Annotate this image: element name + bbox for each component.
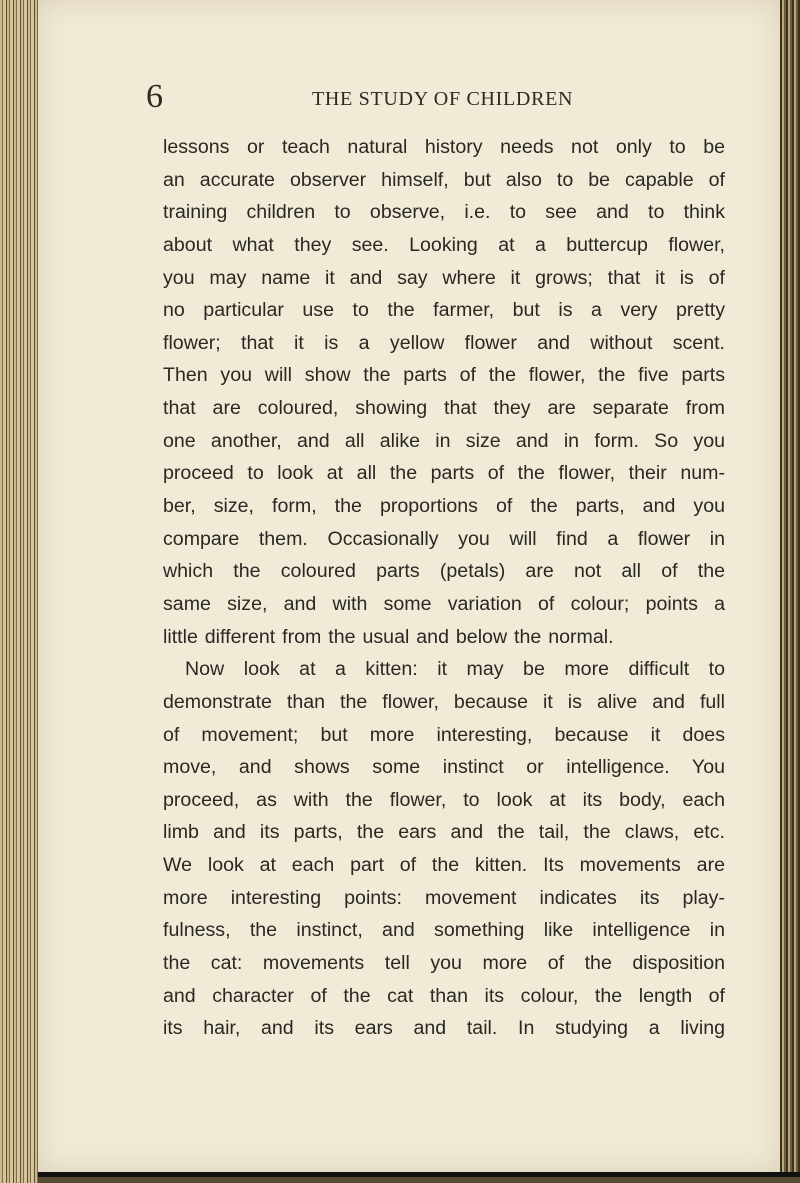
page-header [126, 76, 596, 116]
text-line: proceed to look at all the parts of the flower, their num- [163, 462, 725, 485]
page-number: 6 [146, 78, 163, 115]
text-line: demonstrate than the flower, because it is alive and full [163, 690, 725, 713]
body-text [163, 131, 725, 1045]
text-line: more interesting points: movement indicates its play- [163, 886, 725, 909]
text-line: ber, size, form, the proportions of the parts, and you [163, 495, 725, 518]
text-line: little different from the usual and below the normal. [163, 625, 614, 648]
text-line: limb and its parts, the ears and the tail, the claws, etc. [163, 821, 725, 844]
page-bottom-edge [38, 1172, 800, 1183]
text-line: about what they see. Looking at a buttercup flower, [163, 233, 725, 256]
text-line: Then you will show the parts of the flower, the five parts [163, 364, 725, 387]
text-line: same size, and with some variation of colour; points a [163, 592, 725, 615]
paragraph-2 [163, 653, 725, 1045]
book-binding-edge [0, 0, 38, 1183]
text-line: training children to observe, i.e. to see and to think [163, 201, 725, 224]
running-head: THE STUDY OF CHILDREN [312, 88, 574, 110]
text-line: move, and shows some instinct or intelligence. You [163, 756, 725, 779]
text-line: you may name it and say where it grows; that it is of [163, 266, 725, 289]
book-page [38, 0, 780, 1172]
text-line: of movement; but more interesting, because it does [163, 723, 725, 746]
text-line: and character of the cat than its colour, the length of [163, 984, 725, 1007]
text-line: that are coloured, showing that they are separate from [163, 397, 725, 420]
text-line: compare them. Occasionally you will find a flower in [163, 527, 725, 550]
page-stack-edge [780, 0, 800, 1183]
text-line: proceed, as with the flower, to look at its body, each [163, 788, 725, 811]
text-line: We look at each part of the kitten. Its movements are [163, 854, 725, 877]
text-line: Now look at a kitten: it may be more difficult to [185, 658, 725, 681]
text-line: the cat: movements tell you more of the disposition [163, 952, 725, 975]
text-line: flower; that it is a yellow flower and without scent. [163, 331, 725, 354]
text-line: its hair, and its ears and tail. In studying a living [163, 1017, 725, 1040]
text-line: which the coloured parts (petals) are not all of the [163, 560, 725, 583]
text-line: an accurate observer himself, but also to be capable of [163, 168, 725, 191]
text-line: fulness, the instinct, and something like intelligence in [163, 919, 725, 942]
text-line: lessons or teach natural history needs not only to be [163, 136, 725, 158]
paragraph-1 [163, 131, 725, 653]
text-line: one another, and all alike in size and in form. So you [163, 429, 725, 452]
text-line: no particular use to the farmer, but is a very pretty [163, 299, 725, 322]
